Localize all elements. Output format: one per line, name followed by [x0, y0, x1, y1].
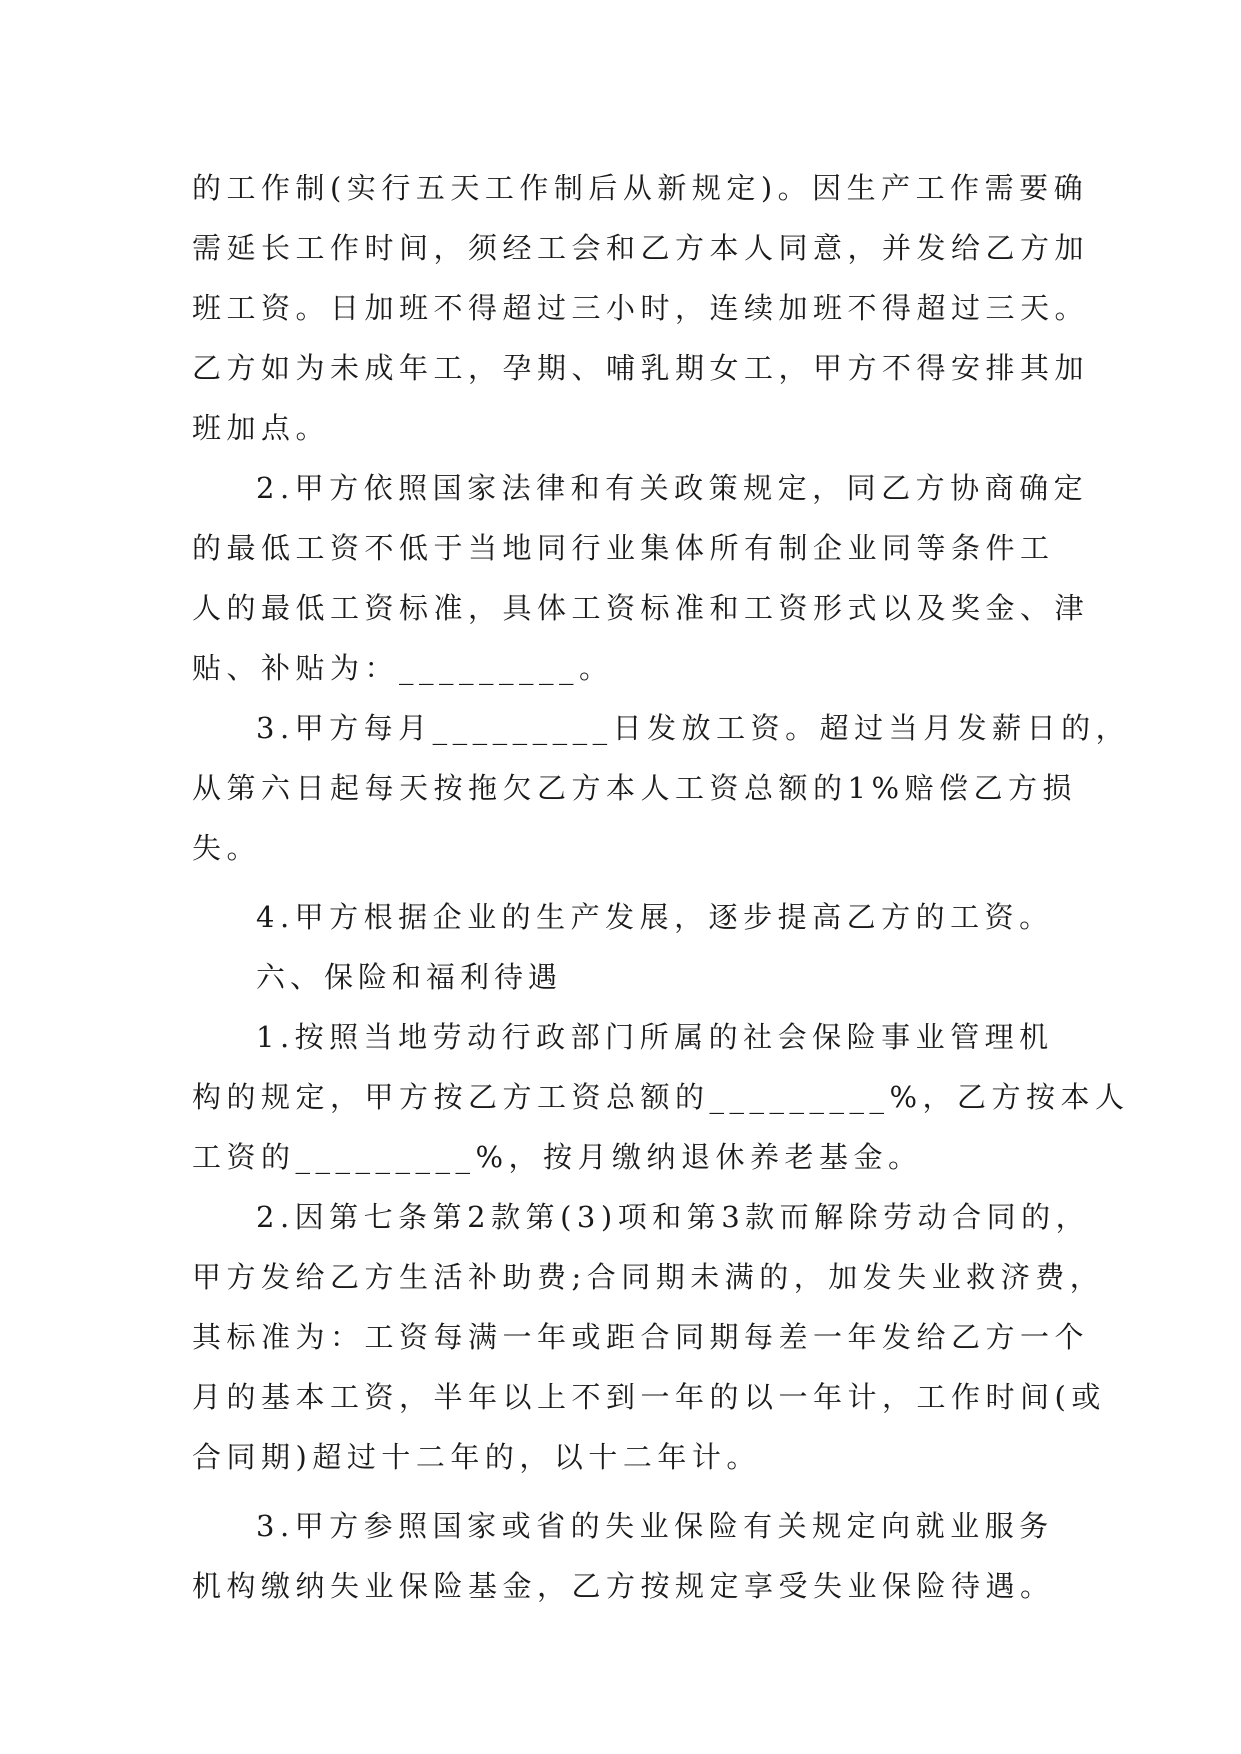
clause-3-line: 3.甲方每月_________日发放工资。超过当月发薪日的， — [256, 711, 1131, 745]
insurance-clause-1-line: 1.按照当地劳动行政部门所属的社会保险事业管理机 — [256, 1020, 1054, 1054]
paragraph-line: 的最低工资不低于当地同行业集体所有制企业同等条件工 — [192, 531, 1055, 565]
document-body — [192, 158, 1131, 1616]
paragraph-line: 工资的_________%，按月缴纳退休养老基金。 — [192, 1140, 923, 1174]
paragraph-line: 其标准为：工资每满一年或距合同期每差一年发给乙方一个 — [192, 1320, 1090, 1354]
paragraph-line: 班加点。 — [192, 411, 331, 445]
paragraph-line: 甲方发给乙方生活补助费;合同期未满的，加发失业救济费， — [192, 1260, 1105, 1294]
paragraph-line: 贴、补贴为：_________。 — [192, 651, 614, 685]
insurance-clause-2-line: 2.因第七条第2款第(3)项和第3款而解除劳动合同的， — [256, 1200, 1091, 1234]
paragraph-line: 从第六日起每天按拖欠乙方本人工资总额的1%赔偿乙方损 — [192, 771, 1078, 805]
paragraph-line: 合同期)超过十二年的，以十二年计。 — [192, 1440, 761, 1474]
section-heading: 六、保险和福利待遇 — [256, 960, 563, 994]
paragraph-line: 人的最低工资标准，具体工资标准和工资形式以及奖金、津 — [192, 591, 1090, 625]
paragraph-line: 乙方如为未成年工，孕期、哺乳期女工，甲方不得安排其加 — [192, 351, 1090, 385]
paragraph-line: 机构缴纳失业保险基金，乙方按规定享受失业保险待遇。 — [192, 1569, 1055, 1603]
paragraph-line: 的工作制(实行五天工作制后从新规定)。因生产工作需要确 — [192, 171, 1089, 205]
paragraph-line: 班工资。日加班不得超过三小时，连续加班不得超过三天。 — [192, 291, 1090, 325]
paragraph-line: 需延长工作时间，须经工会和乙方本人同意，并发给乙方加 — [192, 231, 1090, 265]
paragraph-line: 月的基本工资，半年以上不到一年的以一年计，工作时间(或 — [192, 1380, 1106, 1414]
paragraph-line: 失。 — [192, 831, 262, 865]
clause-4-line: 4.甲方根据企业的生产发展，逐步提高乙方的工资。 — [256, 900, 1054, 934]
insurance-clause-3-line: 3.甲方参照国家或省的失业保险有关规定向就业服务 — [256, 1509, 1054, 1543]
clause-2-line: 2.甲方依照国家法律和有关政策规定，同乙方协商确定 — [256, 471, 1089, 505]
paragraph-line: 构的规定，甲方按乙方工资总额的_________%，乙方按本人 — [192, 1080, 1130, 1114]
